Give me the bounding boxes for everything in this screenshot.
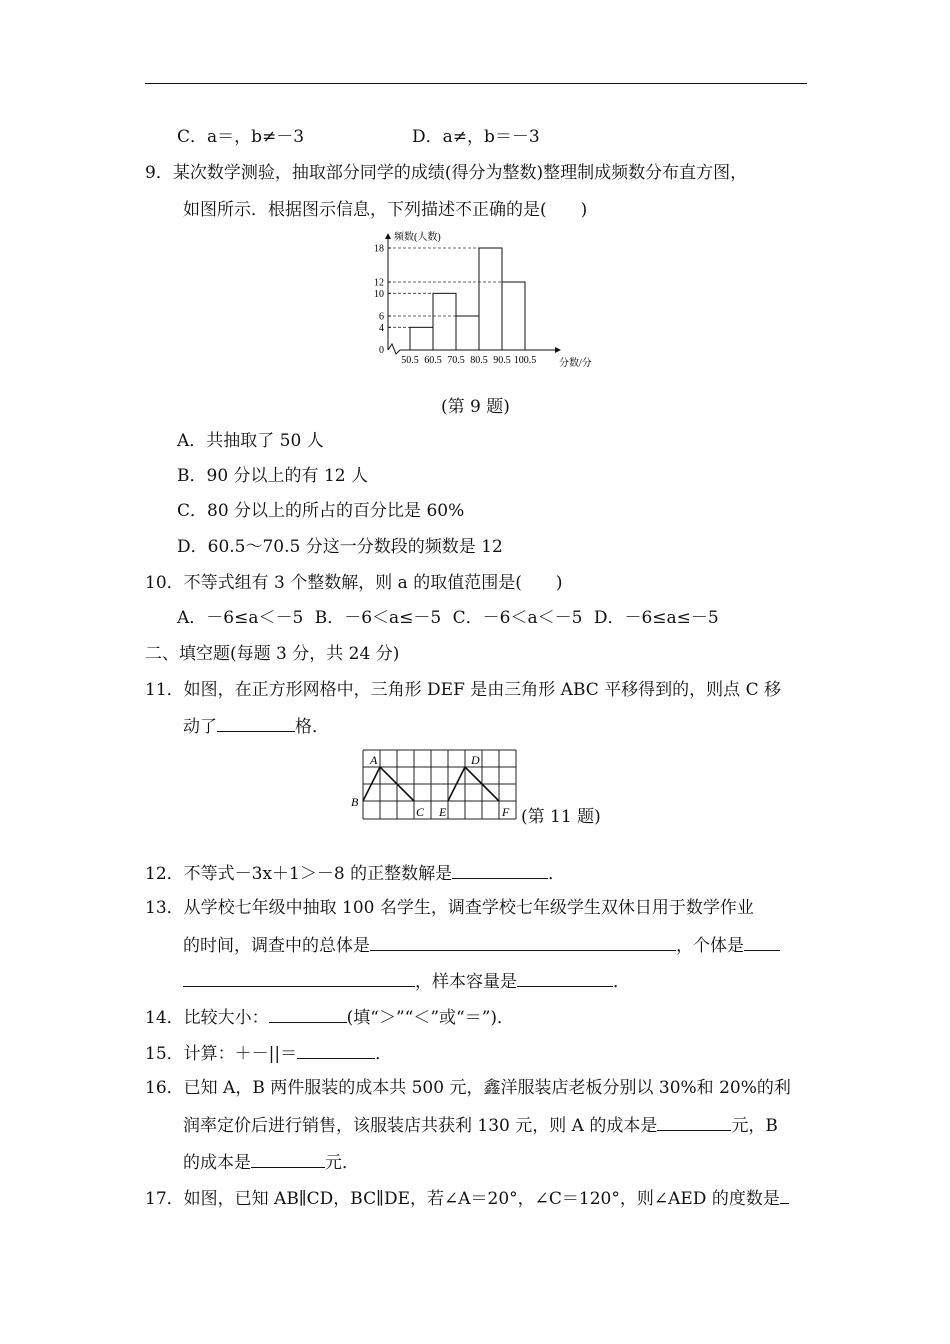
q11-stem-line2 (183, 715, 329, 738)
q10-option-b-text: －6＜a≤－5 (344, 608, 442, 628)
q13-line2-text-a: 的时间，调查中的总体是 (183, 936, 370, 956)
label-a: A (370, 753, 378, 767)
q17-number: 17． (145, 1189, 184, 1209)
q13-line1 (145, 897, 754, 919)
q8-option-c (177, 126, 304, 148)
q9-option-d (177, 536, 503, 558)
q14-text-a: 比较大小： (183, 1008, 269, 1028)
q16-cost-b-blank[interactable] (251, 1151, 325, 1168)
q16-line3-text-a: 的成本是 (183, 1153, 251, 1173)
q13-line3-text-a: ，样本容量是 (415, 972, 517, 992)
q11-answer-blank[interactable] (217, 715, 295, 732)
label-d: D (471, 753, 480, 767)
q17 (145, 1187, 789, 1210)
histogram-bar (456, 316, 479, 350)
q9-option-c-label: C． (177, 501, 208, 521)
q10-option-c-label: C． (452, 608, 483, 628)
q8-option-d-text: a≠，b＝－3 (442, 127, 540, 147)
x-axis-arrow (555, 347, 561, 353)
q9-option-a-text: 共抽取了 50 人 (206, 431, 324, 451)
q13-number: 13． (145, 898, 184, 918)
q13-line2 (183, 934, 780, 957)
x-tick-label: 90.5 (493, 355, 511, 366)
q16-line1 (145, 1077, 791, 1099)
q16-line2-text-b: 元，B (731, 1116, 778, 1136)
q10-option-d-label: D． (593, 608, 625, 628)
q12-answer-blank[interactable] (452, 862, 548, 879)
q10-number: 10． (145, 573, 184, 593)
histogram-bar (479, 248, 502, 350)
y-tick-label: 12 (374, 277, 384, 289)
q13-individual-blank-end[interactable] (183, 970, 415, 987)
x-tick-label: 60.5 (424, 355, 442, 366)
q12-text-a: 不等式－3x＋1＞－8 的正整数解是 (183, 864, 453, 884)
q9-option-a-label: A． (177, 431, 207, 451)
q13-line1-text: 从学校七年级中抽取 100 名学生，调查学校七年级学生双休日用于数学作业 (183, 898, 754, 918)
section2-title: 二、填空题(每题 3 分，共 24 分) (145, 644, 400, 664)
q8-option-d (412, 126, 540, 148)
y-tick-label: 6 (379, 311, 384, 323)
q11-number: 11． (145, 680, 184, 700)
y-tick-label: 10 (374, 288, 384, 300)
q9-option-c (177, 500, 464, 522)
q14-answer-blank[interactable] (269, 1006, 347, 1023)
q15-number: 15． (145, 1044, 184, 1064)
x-tick-label: 50.5 (401, 355, 419, 366)
q16-line3 (183, 1151, 359, 1174)
q15-text-b: ． (375, 1044, 393, 1064)
q9-caption: (第 9 题) (441, 397, 510, 417)
q10-option-a-text: －6≤a＜－5 (206, 608, 304, 628)
q11-stem-line1 (145, 679, 781, 701)
y-tick-label: 4 (379, 322, 384, 334)
y-axis-arrow (385, 233, 391, 239)
q15 (145, 1042, 392, 1065)
q11-stem-text2b: 格． (295, 717, 329, 737)
x-tick-label: 70.5 (447, 355, 465, 366)
label-f: F (502, 805, 510, 819)
q9-option-d-label: D． (177, 537, 208, 557)
histogram-bar (433, 293, 456, 350)
q14-text-b: (填“＞”“＜”或“＝”)． (346, 1008, 515, 1028)
q15-answer-blank[interactable] (297, 1042, 375, 1059)
q10-options (177, 607, 719, 629)
q10-stem-text: 不等式组有 3 个整数解，则 a 的取值范围是( ) (183, 573, 563, 593)
y-axis-label: 频数(人数) (394, 232, 441, 243)
x-tick-label: 100.5 (513, 355, 537, 366)
q16-cost-a-blank[interactable] (657, 1114, 731, 1131)
x-tick-label: 80.5 (470, 355, 488, 366)
q12-text-b: ． (548, 864, 566, 884)
q16-line3-text-b: 元． (325, 1153, 359, 1173)
q11-grid-figure (345, 746, 535, 826)
label-b: B (351, 795, 359, 809)
q13-line2-text-b: ，个体是 (676, 936, 744, 956)
q13-individual-blank-start[interactable] (744, 934, 780, 951)
q9-option-d-text: 60.5～70.5 分这一分数段的频数是 12 (207, 537, 503, 557)
q9-histogram (360, 228, 600, 378)
q10-option-c-text: －6＜a＜－5 (482, 608, 583, 628)
q8-option-c-text: a＝，b≠－3 (207, 127, 305, 147)
label-e: E (439, 805, 447, 819)
q10-option-a-label: A． (177, 608, 207, 628)
q12 (145, 862, 565, 885)
q14 (145, 1006, 514, 1029)
q11-caption: (第 11 题) (521, 807, 601, 827)
q13-sample-size-blank[interactable] (517, 970, 613, 987)
q11-stem-text1: 如图，在正方形网格中，三角形 DEF 是由三角形 ABC 平移得到的，则点 C 移 (183, 680, 781, 700)
histogram-bar (502, 282, 525, 350)
q9-stem-text1: 某次数学测验，抽取部分同学的成绩(得分为整数)整理制成频数分布直方图， (172, 163, 748, 183)
q16-line2-text-a: 润率定价后进行销售，该服装店共获利 130 元，则 A 的成本是 (183, 1116, 658, 1136)
q10-option-d-text: －6≤a≤－5 (624, 608, 719, 628)
q9-option-c-text: 80 分以上的所占的百分比是 60% (207, 501, 465, 521)
q9-option-b-label: B． (177, 466, 207, 486)
q13-population-blank[interactable] (370, 934, 676, 951)
histogram-bar (410, 327, 433, 350)
q16-line2 (183, 1114, 778, 1137)
q10-stem (145, 572, 562, 594)
q15-text-a: 计算：＋－||＝ (183, 1044, 298, 1064)
q14-number: 14． (145, 1008, 184, 1028)
axis-break (388, 344, 400, 354)
q16-number: 16． (145, 1078, 184, 1098)
x-axis-label: 分数/分 (559, 358, 592, 369)
q17-answer-blank[interactable] (780, 1187, 789, 1204)
q9-option-b (177, 465, 368, 487)
q9-stem-line1 (145, 162, 747, 184)
q9-option-b-text: 90 分以上的有 12 人 (206, 466, 368, 486)
q10-option-b-label: B． (314, 608, 345, 628)
q16-line1-text: 已知 A，B 两件服装的成本共 500 元，鑫洋服装店老板分别以 30%和 20%的利 (183, 1078, 791, 1098)
q13-line3-text-b: ． (613, 972, 630, 992)
label-c: C (416, 805, 425, 819)
header-rule (145, 83, 807, 84)
q8-option-d-label: D． (412, 127, 443, 147)
q13-line3 (183, 970, 630, 993)
q9-number: 9． (145, 163, 173, 183)
origin-label: 0 (379, 345, 384, 356)
q9-stem-line2: 如图所示．根据图示信息，下列描述不正确的是( ) (183, 200, 588, 220)
q9-option-a (177, 430, 324, 452)
q12-number: 12． (145, 864, 184, 884)
q17-text: 如图，已知 AB∥CD，BC∥DE，若∠A＝20°，∠C＝120°，则∠AED 的度数是 (183, 1189, 780, 1209)
y-tick-label: 18 (374, 243, 384, 255)
q8-option-c-label: C． (177, 127, 208, 147)
q11-stem-text2a: 动了 (183, 717, 217, 737)
